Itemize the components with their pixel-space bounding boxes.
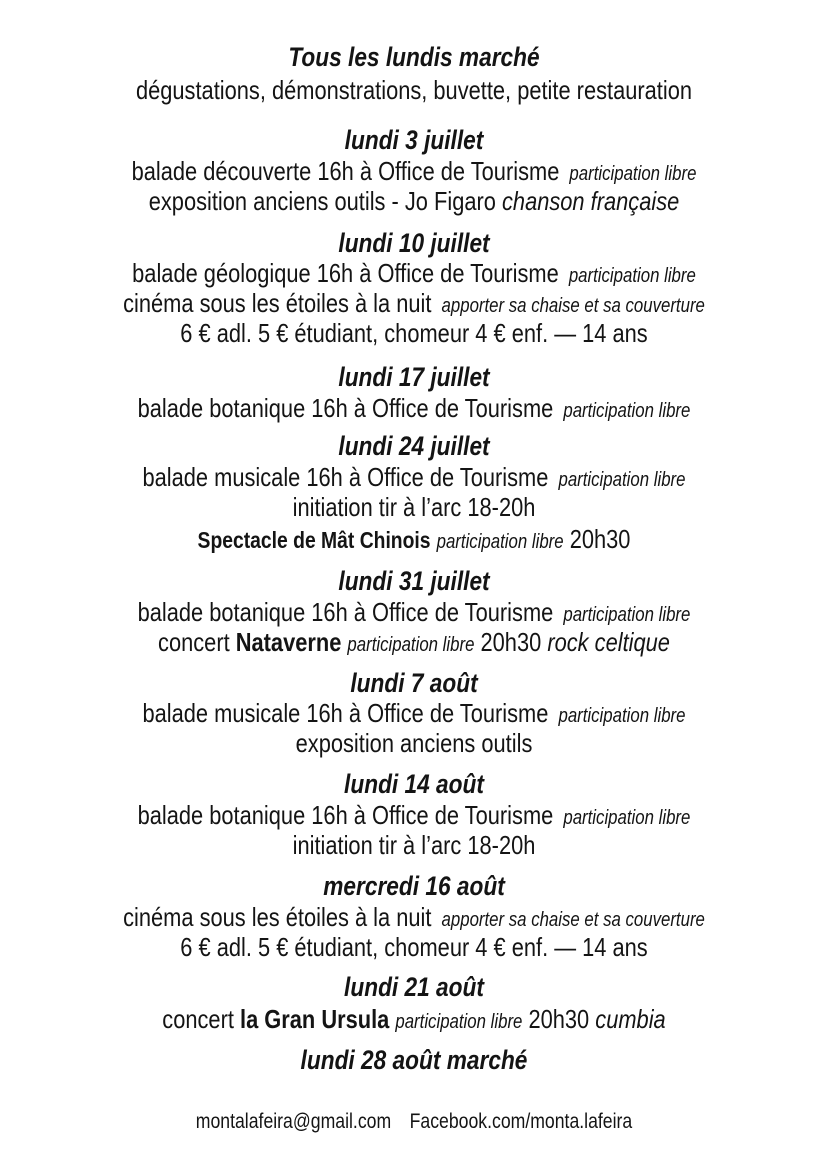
event-date-heading: mercredi 16 août xyxy=(323,871,505,901)
price-note: participation libre xyxy=(563,604,691,626)
event-line xyxy=(66,393,762,426)
event-date-heading: lundi 10 juillet xyxy=(338,228,490,258)
price-note: participation libre xyxy=(563,807,691,829)
event-line xyxy=(66,462,762,495)
event-line xyxy=(66,800,762,833)
price-note: participation libre xyxy=(436,531,564,553)
price-note: participation libre xyxy=(569,163,697,185)
event-line xyxy=(66,597,762,630)
cinema-text: cinéma sous les étoiles à la nuit xyxy=(123,288,432,318)
price-note: participation libre xyxy=(568,265,696,287)
event-date-heading: lundi 21 août xyxy=(344,972,484,1002)
price-note: participation libre xyxy=(558,705,686,727)
concert-time: 20h30 xyxy=(480,627,542,657)
event-line xyxy=(66,156,762,189)
market-title: Tous les lundis marché xyxy=(288,42,540,72)
event-line xyxy=(66,258,762,291)
event-line xyxy=(66,524,762,557)
concert-word: concert xyxy=(158,627,230,657)
walk-text: balade musicale 16h à Office de Tourisme xyxy=(142,698,549,728)
ticket-prices: 6 € adl. 5 € étudiant, chomeur 4 € enf. — 14 ans xyxy=(180,318,648,348)
event-date-heading: lundi 7 août xyxy=(350,668,478,698)
walk-text: balade botanique 16h à Office de Tourisme xyxy=(137,393,554,423)
event-date-heading: lundi 28 août marché xyxy=(300,1045,528,1075)
walk-text: balade botanique 16h à Office de Tourisme xyxy=(137,800,554,830)
event-date-heading: lundi 24 juillet xyxy=(338,431,490,461)
walk-text: balade botanique 16h à Office de Tourisme xyxy=(137,597,554,627)
market-subtitle: dégustations, démonstrations, buvette, petite restauration xyxy=(135,75,693,105)
archery-line: initiation tir à l’arc 18-20h xyxy=(292,830,536,860)
expo-line: exposition anciens outils xyxy=(295,728,533,758)
event-line xyxy=(66,1004,762,1037)
cinema-note: apporter sa chaise et sa couverture xyxy=(441,295,705,317)
event-line xyxy=(66,902,762,935)
ticket-prices: 6 € adl. 5 € étudiant, chomeur 4 € enf. — 14 ans xyxy=(180,932,648,962)
cinema-text: cinéma sous les étoiles à la nuit xyxy=(123,902,432,932)
price-note: participation libre xyxy=(347,634,475,656)
show-title: Spectacle de Mât Chinois xyxy=(197,527,431,553)
event-date-heading: lundi 14 août xyxy=(344,769,484,799)
price-note: participation libre xyxy=(563,400,691,422)
event-line xyxy=(66,288,762,321)
music-style: rock celtique xyxy=(547,627,670,657)
event-date-heading: lundi 31 juillet xyxy=(338,566,490,596)
band-name: la Gran Ursula xyxy=(240,1004,390,1034)
cinema-note: apporter sa chaise et sa couverture xyxy=(441,909,705,931)
walk-text: balade géologique 16h à Office de Tourisme xyxy=(132,258,559,288)
music-style: cumbia xyxy=(595,1004,666,1034)
concert-time: 20h30 xyxy=(528,1004,590,1034)
walk-text: balade découverte 16h à Office de Tourisme xyxy=(131,156,560,186)
archery-line: initiation tir à l’arc 18-20h xyxy=(292,492,536,522)
music-style: chanson française xyxy=(502,186,680,216)
facebook-link[interactable]: Facebook.com/monta.lafeira xyxy=(409,1110,633,1133)
event-date-heading: lundi 17 juillet xyxy=(338,362,490,392)
show-time: 20h30 xyxy=(569,524,631,554)
event-line xyxy=(66,698,762,731)
price-note: participation libre xyxy=(395,1011,523,1033)
event-date-heading: lundi 3 juillet xyxy=(344,125,484,155)
email-link[interactable]: montalafeira@gmail.com xyxy=(195,1110,392,1133)
concert-word: concert xyxy=(162,1004,234,1034)
event-line xyxy=(66,186,762,216)
walk-text: balade musicale 16h à Office de Tourisme xyxy=(142,462,549,492)
event-line xyxy=(66,627,762,660)
expo-text: exposition anciens outils - Jo Figaro xyxy=(148,186,496,216)
band-name: Nataverne xyxy=(235,627,342,657)
price-note: participation libre xyxy=(558,469,686,491)
contact-footer xyxy=(66,1109,762,1135)
